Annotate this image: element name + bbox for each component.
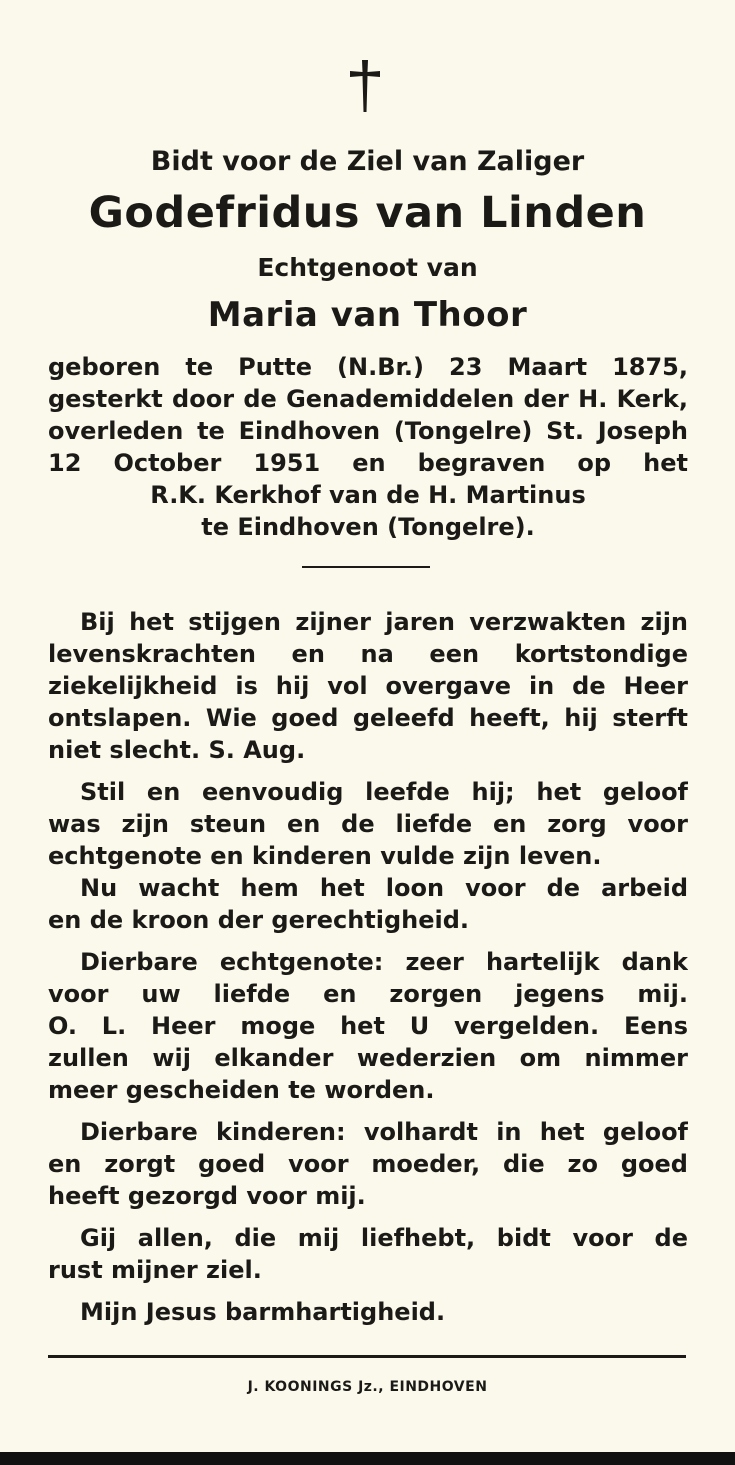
intro-line: Bidt voor de Ziel van Zaliger [150, 146, 585, 177]
text-line: echtgenote en kinderen vulde zijn leven. [48, 842, 602, 870]
life-line: 12 October 1951 en begraven op het [48, 449, 688, 477]
text-line: ontslapen. Wie goed geleefd heeft, hij sterft [48, 704, 688, 732]
text-line: was zijn steun en de liefde en zorg voor [48, 810, 688, 838]
life-line: overleden te Eindhoven (Tongelre) St. Joseph [48, 417, 688, 445]
scan-edge [0, 1452, 735, 1465]
text-line: Nu wacht hem het loon voor de arbeid [80, 874, 688, 902]
divider-long [48, 1355, 686, 1358]
text-line: en zorgt goed voor moeder, die zo goed [48, 1150, 688, 1178]
life-line: R.K. Kerkhof van de H. Martinus [150, 481, 586, 509]
text-line: niet slecht. S. Aug. [48, 736, 306, 764]
spouse-label: Echtgenoot van [257, 253, 478, 282]
text-line: rust mijner ziel. [48, 1256, 262, 1284]
deceased-name: Godefridus van Linden [88, 188, 647, 238]
text-line: ziekelijkheid is hij vol overgave in de Heer [48, 672, 688, 700]
text-line: Gij allen, die mij liefhebt, bidt voor de [80, 1224, 688, 1252]
text-line: meer gescheiden te worden. [48, 1076, 435, 1104]
life-line: gesterkt door de Genademiddelen der H. Kerk, [48, 385, 688, 413]
text-line: O. L. Heer moge het U vergelden. Eens [48, 1012, 688, 1040]
text-line: Mijn Jesus barmhartigheid. [80, 1298, 446, 1326]
life-line: te Eindhoven (Tongelre). [201, 513, 535, 541]
text-line: levenskrachten en na een kortstondige [48, 640, 688, 668]
text-line: en de kroon der gerechtigheid. [48, 906, 470, 934]
spouse-name: Maria van Thoor [207, 295, 528, 335]
printer-credit: J. KOONINGS Jz., EINDHOVEN [247, 1379, 488, 1395]
text-line: Bij het stijgen zijner jaren verzwakten zijn [80, 608, 688, 636]
text-line: Dierbare echtgenote: zeer hartelijk dank [80, 948, 688, 976]
text-line: voor uw liefde en zorgen jegens mij. [48, 980, 688, 1008]
text-line: heeft gezorgd voor mij. [48, 1182, 366, 1210]
text-line: Stil en eenvoudig leefde hij; het geloof [80, 778, 688, 806]
text-line: Dierbare kinderen: volhardt in het geloof [80, 1118, 688, 1146]
divider-short [302, 566, 430, 568]
text-line: zullen wij elkander wederzien om nimmer [48, 1044, 688, 1072]
cross-icon [345, 58, 385, 114]
life-line: geboren te Putte (N.Br.) 23 Maart 1875, [48, 353, 688, 381]
